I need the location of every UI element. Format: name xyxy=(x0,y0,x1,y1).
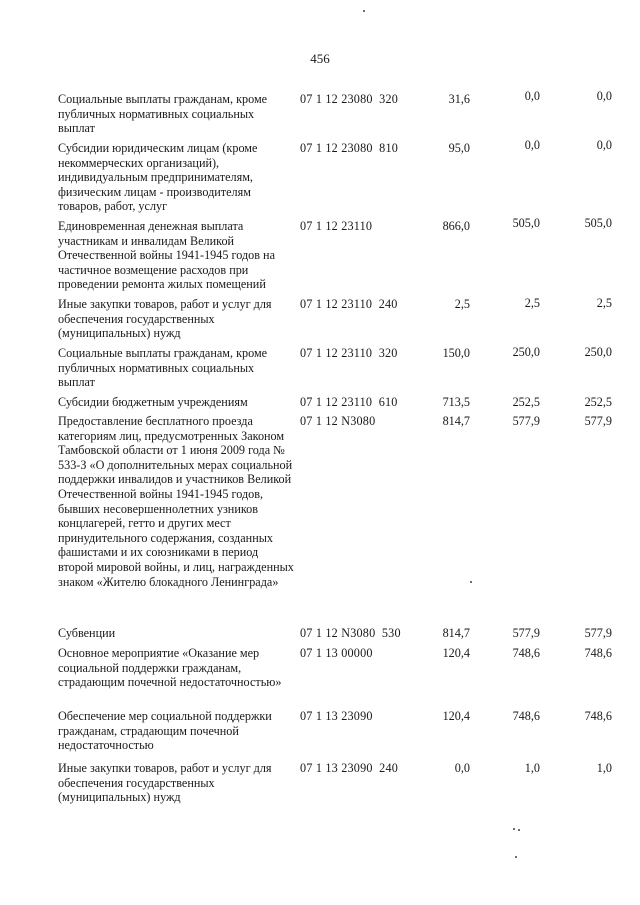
row-value-2: 577,9 xyxy=(512,626,540,640)
row-name: Субсидии юридическим лицам (кроме некоммерческих организаций), индивидуальным предпринимателям, физическим лицам - производителям товаров, работ, услуг xyxy=(58,141,258,214)
row-value-3: 748,6 xyxy=(584,709,612,723)
row-value-3: 577,9 xyxy=(584,414,612,428)
scan-speck xyxy=(515,856,517,858)
row-value-2: 577,9 xyxy=(512,414,540,428)
page-number: 456 xyxy=(310,51,330,66)
row-value-1: 713,5 xyxy=(442,395,470,409)
row-name: Субвенции xyxy=(58,626,116,640)
row-value-1: 120,4 xyxy=(442,709,470,723)
row-value-1: 31,6 xyxy=(448,92,470,106)
row-value-1: 2,5 xyxy=(454,297,470,311)
row-name: Предоставление бесплатного проезда категориям лиц, предусмотренных Законом Тамбовской области от 1 июня 2009 года № 533-З «О дополнительных мерах социальной поддержки инвалидов и участников Великой Отечественной войны 1941-1945 годов, бывших несовершеннолетних узников концлагерей, гетто и других мест принудительного содержания, созданных фашистами и их союзниками в период второй мировой войны, и лиц, награжденных знаком «Жителю блокадного Ленинграда» xyxy=(58,414,294,589)
row-code: 07 1 12 23080 810 xyxy=(300,141,399,155)
row-value-3: 0,0 xyxy=(596,89,612,103)
row-code: 07 1 12 23110 xyxy=(300,219,373,233)
row-value-2: 0,0 xyxy=(524,89,540,103)
scan-speck xyxy=(513,828,515,830)
row-value-1: 814,7 xyxy=(442,626,470,640)
row-value-1: 150,0 xyxy=(442,346,470,360)
row-value-2: 2,5 xyxy=(524,296,540,310)
row-value-1: 120,4 xyxy=(442,646,470,660)
row-code: 07 1 13 23090 xyxy=(300,709,373,723)
row-value-3: 250,0 xyxy=(584,345,612,359)
row-code: 07 1 12 N3080 530 xyxy=(300,626,401,640)
row-code: 07 1 12 23110 320 xyxy=(300,346,398,360)
row-code: 07 1 13 00000 xyxy=(300,646,373,660)
scan-speck xyxy=(363,10,365,12)
scan-speck xyxy=(518,829,520,831)
row-value-2: 1,0 xyxy=(524,761,540,775)
row-value-2: 505,0 xyxy=(512,216,540,230)
row-value-2: 748,6 xyxy=(512,646,540,660)
row-value-3: 252,5 xyxy=(584,395,612,409)
row-name: Иные закупки товаров, работ и услуг для обеспечения государственных (муниципальных) нужд xyxy=(58,297,272,341)
row-value-3: 1,0 xyxy=(596,761,612,775)
row-name: Обеспечение мер социальной поддержки гражданам, страдающим почечной недостаточностью xyxy=(58,709,272,753)
row-value-3: 748,6 xyxy=(584,646,612,660)
row-value-3: 2,5 xyxy=(596,296,612,310)
row-value-2: 748,6 xyxy=(512,709,540,723)
row-value-2: 0,0 xyxy=(524,138,540,152)
row-value-3: 577,9 xyxy=(584,626,612,640)
row-value-1: 0,0 xyxy=(454,761,470,775)
row-name: Основное мероприятие «Оказание мер социальной поддержки гражданам, страдающим почечной недостаточностью» xyxy=(58,646,282,690)
row-code: 07 1 13 23090 240 xyxy=(300,761,399,775)
row-code: 07 1 12 23080 320 xyxy=(300,92,399,106)
row-code: 07 1 12 23110 240 xyxy=(300,297,398,311)
row-name: Социальные выплаты гражданам, кроме публичных нормативных социальных выплат xyxy=(58,346,268,390)
row-code: 07 1 12 N3080 xyxy=(300,414,376,428)
row-code: 07 1 12 23110 610 xyxy=(300,395,398,409)
row-name: Иные закупки товаров, работ и услуг для обеспечения государственных (муниципальных) нужд xyxy=(58,761,272,805)
row-value-1: 95,0 xyxy=(448,141,470,155)
row-value-1: 814,7 xyxy=(442,414,470,428)
row-value-1: 866,0 xyxy=(442,219,470,233)
row-value-3: 0,0 xyxy=(596,138,612,152)
row-value-3: 505,0 xyxy=(584,216,612,230)
scan-speck xyxy=(470,581,472,583)
row-name: Единовременная денежная выплата участникам и инвалидам Великой Отечественной войны 1941-1945 годов на частичное возмещение расходов при проведении ремонта жилых помещений xyxy=(58,219,275,292)
row-value-2: 252,5 xyxy=(512,395,540,409)
row-value-2: 250,0 xyxy=(512,345,540,359)
row-name: Субсидии бюджетным учреждениям xyxy=(58,395,248,409)
row-name: Социальные выплаты гражданам, кроме публичных нормативных социальных выплат xyxy=(58,92,268,136)
